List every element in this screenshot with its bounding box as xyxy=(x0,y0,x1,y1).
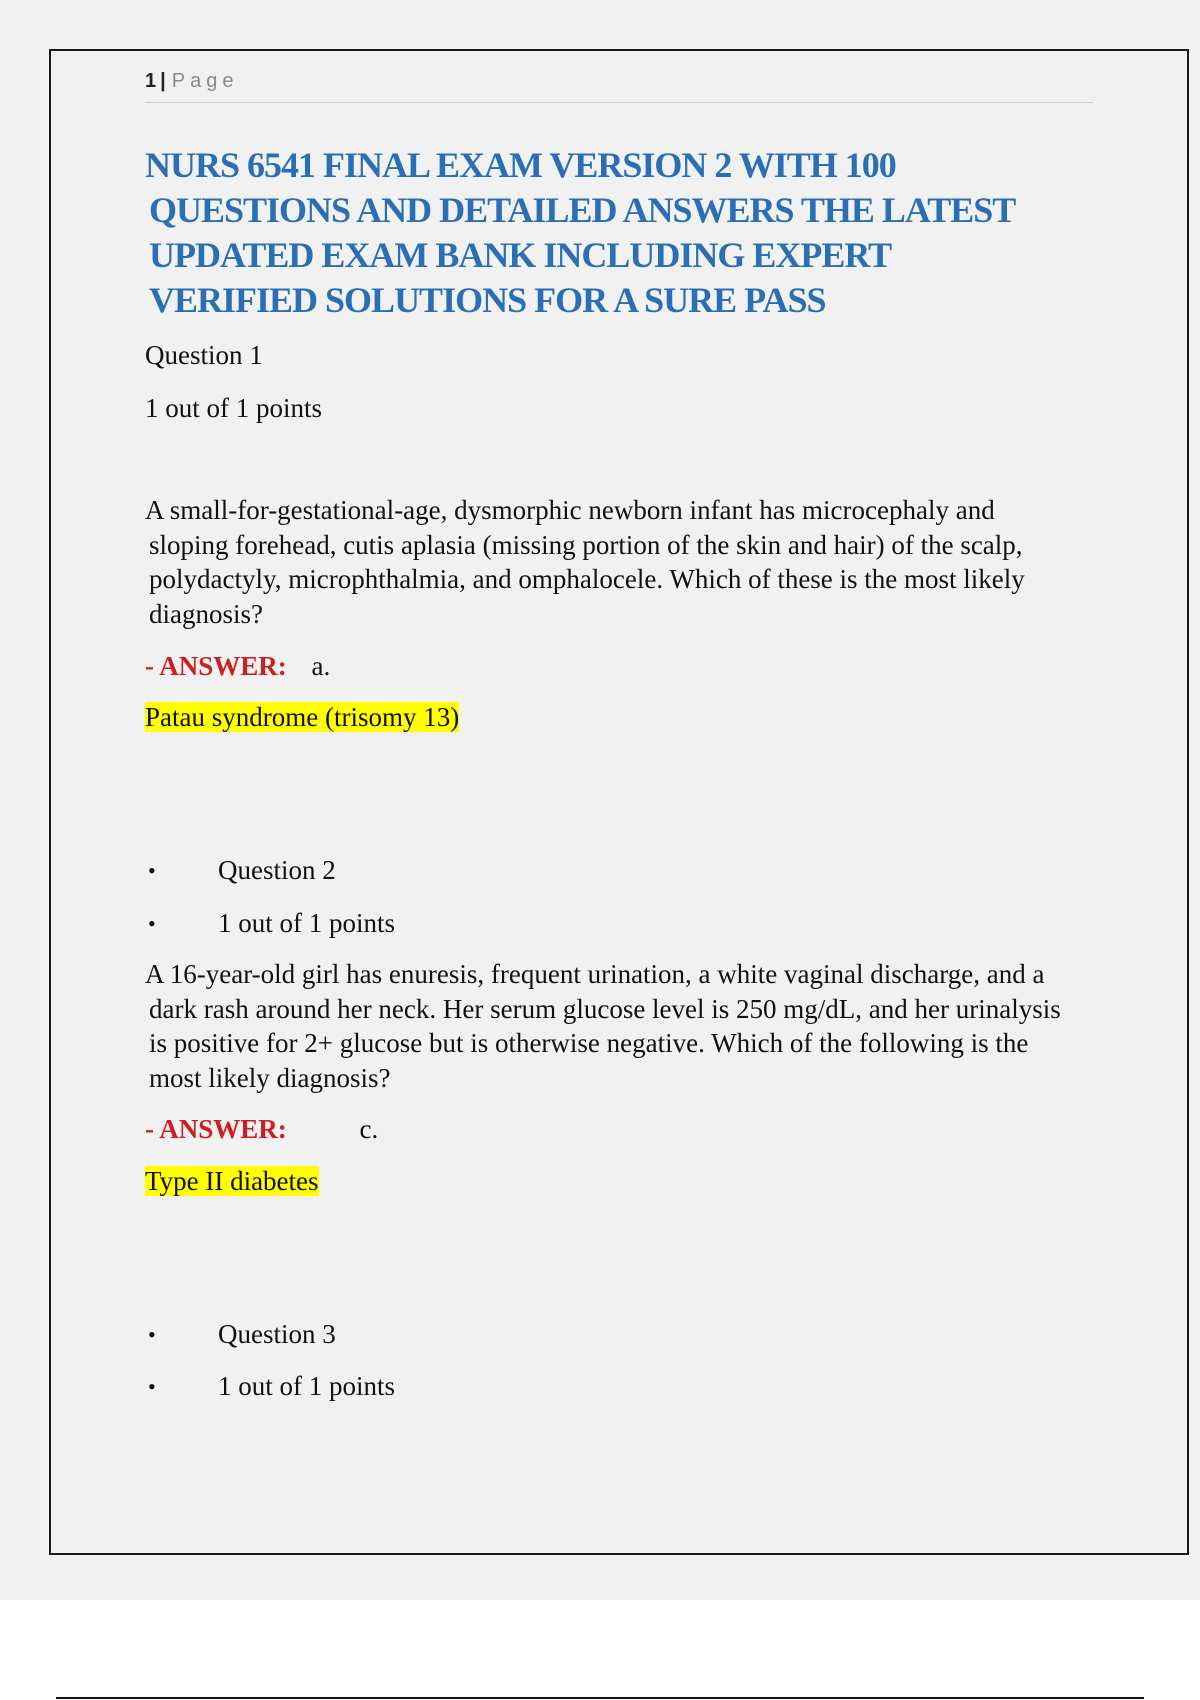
answer-letter: a. xyxy=(311,651,331,681)
question-1-points: 1 out of 1 points xyxy=(145,393,323,423)
answer-label: - ANSWER: xyxy=(145,1114,287,1144)
page-separator: | xyxy=(160,70,166,92)
bullet: • xyxy=(148,1322,156,1347)
question-text-line: is positive for 2+ glucose but is otherwise negative. Which of the following is the xyxy=(149,1028,1029,1059)
answer-label: - ANSWER: xyxy=(145,651,287,681)
question-2-answer xyxy=(145,1114,378,1145)
question-3-label: Question 3 xyxy=(218,1319,336,1349)
bullet: • xyxy=(148,1374,156,1399)
page-number: 1 xyxy=(145,70,157,92)
question-1-answer-text xyxy=(145,702,459,733)
page-header xyxy=(145,70,1093,103)
question-2-answer-text xyxy=(145,1166,319,1197)
document-title xyxy=(145,143,1085,323)
question-3-points: 1 out of 1 points xyxy=(218,1371,396,1401)
question-text-line: dark rash around her neck. Her serum glucose level is 250 mg/dL, and her urinalysis xyxy=(149,993,1061,1024)
question-2-label: Question 2 xyxy=(218,855,336,885)
bullet: • xyxy=(148,911,156,936)
title-line: QUESTIONS AND DETAILED ANSWERS THE LATEST xyxy=(149,190,1016,230)
highlighted-answer: Patau syndrome (trisomy 13) xyxy=(145,702,460,732)
question-text-line: diagnosis? xyxy=(149,599,263,630)
question-2-points: 1 out of 1 points xyxy=(218,908,396,938)
question-1-label: Question 1 xyxy=(145,340,263,370)
title-line: NURS 6541 FINAL EXAM VERSION 2 WITH 100 xyxy=(145,145,896,185)
title-line: UPDATED EXAM BANK INCLUDING EXPERT xyxy=(149,235,892,275)
question-1-text xyxy=(145,493,1025,632)
title-line: VERIFIED SOLUTIONS FOR A SURE PASS xyxy=(149,280,826,320)
footer-divider xyxy=(56,1697,1144,1699)
question-text-line: A small-for-gestational-age, dysmorphic newborn infant has microcephaly and xyxy=(145,495,995,525)
question-text-line: sloping forehead, cutis aplasia (missing portion of the skin and hair) of the scalp, xyxy=(149,529,1023,560)
question-text-line: A 16-year-old girl has enuresis, frequent urination, a white vaginal discharge, and a xyxy=(145,959,1045,989)
highlighted-answer: Type II diabetes xyxy=(145,1166,319,1196)
question-1-answer xyxy=(145,651,330,682)
answer-letter: c. xyxy=(359,1114,379,1144)
question-text-line: most likely diagnosis? xyxy=(149,1063,391,1094)
page-word: Page xyxy=(171,70,239,92)
question-text-line: polydactyly, microphthalmia, and omphalocele. Which of these is the most likely xyxy=(149,564,1025,595)
question-2-text xyxy=(145,957,1061,1096)
bullet: • xyxy=(148,858,156,883)
